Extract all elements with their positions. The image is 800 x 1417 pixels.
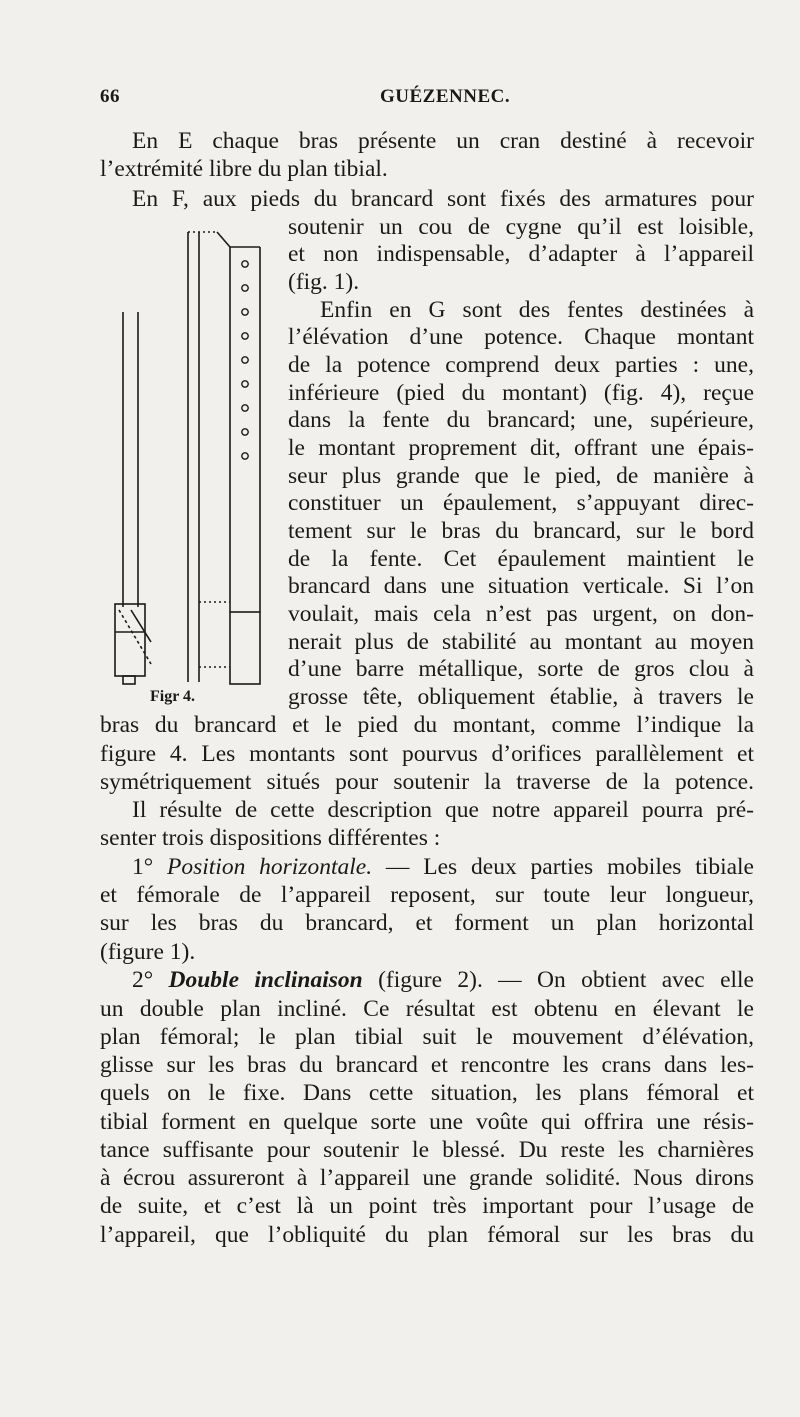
text-line: symétriquement situés pour soutenir la traverse de la potence. <box>100 769 754 795</box>
text-line: plan fémoral; le plan tibial suit le mouvement d’élévation, <box>100 1024 754 1050</box>
orifice <box>242 285 248 291</box>
text-line: sur les bras du brancard, et forment un plan horizontal <box>100 910 754 936</box>
orifice <box>242 453 248 459</box>
text-line: et non indispensable, d’adapter à l’appareil <box>288 241 754 267</box>
orifice <box>242 357 248 363</box>
text-line: un double plan incliné. Ce résultat est obtenu en élevant le <box>100 996 754 1022</box>
text-line: Il résulte de cette description que notre appareil pourra pré- <box>132 797 754 823</box>
section-heading: Position horizontale. <box>166 854 373 880</box>
text-line: seur plus grande que le pied, de manière à <box>288 463 754 489</box>
text-line: Enfin en G sont des fentes destinées à <box>320 297 754 323</box>
text-line: nerait plus de stabilité au montant au moyen <box>288 629 754 655</box>
orifice <box>242 405 248 411</box>
text-line: tement sur le bras du brancard, sur le bord <box>288 518 754 544</box>
text-line: En F, aux pieds du brancard sont fixés des armatures pour <box>132 186 754 212</box>
page-number: 66 <box>100 86 120 107</box>
text-line: grosse tête, obliquement établie, à travers le <box>288 684 754 710</box>
text-line: l’élévation d’une potence. Chaque montant <box>288 324 754 350</box>
text-line: de la fente. Cet épaulement maintient le <box>288 546 754 572</box>
text-line: glisse sur les bras du brancard et rencontre les crans dans les- <box>100 1052 754 1078</box>
oblique-bar <box>119 610 151 664</box>
figure-4-drawing <box>105 212 280 722</box>
text-line: soutenir un cou de cygne qu’il est loisible, <box>288 214 754 240</box>
text-line: (figure 1). <box>100 939 196 965</box>
text-line: le montant proprement dit, offrant une épais- <box>288 435 754 461</box>
oblique-bar <box>131 610 151 642</box>
text-line: bras du brancard et le pied du montant, comme l’indique la <box>100 712 754 738</box>
text-run: — Les deux parties mobiles tibiale <box>372 854 754 880</box>
text-line: (fig. 1). <box>288 269 360 295</box>
list-number: 2° <box>132 967 169 993</box>
arm-foot <box>123 676 135 684</box>
text-line: à écrou assureront à l’appareil une grande solidité. Nous dirons <box>100 1165 754 1191</box>
section-heading: Double inclinaison <box>168 967 363 993</box>
running-title: GUÉZENNEC. <box>380 86 511 107</box>
text-run: (figure 2). — On obtient avec elle <box>362 967 754 993</box>
arm-block <box>115 604 145 676</box>
text-line: quels on le fixe. Dans cette situation, les plans fémoral et <box>100 1080 754 1106</box>
text-line: voulait, mais cela n’est pas urgent, on don- <box>288 601 754 627</box>
text-line: En E chaque bras présente un cran destiné à recevoir <box>132 128 754 154</box>
text-line: tance suffisante pour soutenir le blessé. Du reste les charnières <box>100 1137 754 1163</box>
text-line: tibial forment en quelque sorte une voûte qui offrira une résis- <box>100 1109 754 1135</box>
orifice <box>242 261 248 267</box>
text-line <box>100 967 754 994</box>
text-line: l’appareil, que l’obliquité du plan fémoral sur les bras du <box>100 1222 754 1248</box>
text-line: inférieure (pied du montant) (fig. 4), reçue <box>288 380 754 406</box>
text-line: constituer un épaulement, s’appuyant direc- <box>288 490 754 516</box>
orifice <box>242 429 248 435</box>
orifice <box>242 333 248 339</box>
text-line: d’une barre métallique, sorte de gros clou à <box>288 656 754 682</box>
text-line: figure 4. Les montants sont pourvus d’orifices parallèlement et <box>100 741 754 767</box>
text-line: dans la fente du brancard; une, supérieure, <box>288 407 754 433</box>
figure-caption: Figr 4. <box>150 688 196 705</box>
text-line: de la potence comprend deux parties : une, <box>288 352 754 378</box>
text-line <box>100 854 754 881</box>
text-line: brancard dans une situation verticale. Si l’on <box>288 573 754 599</box>
orifice <box>242 381 248 387</box>
text-line: de suite, et c’est là un point très important pour l’usage de <box>100 1193 754 1219</box>
upright-top <box>217 232 230 247</box>
text-line: l’extrémité libre du plan tibial. <box>100 156 388 182</box>
list-number: 1° <box>132 854 167 880</box>
upright-foot <box>230 612 260 684</box>
orifice <box>242 309 248 315</box>
text-line: senter trois dispositions différentes : <box>100 825 441 851</box>
text-line: et fémorale de l’appareil reposent, sur toute leur longueur, <box>100 882 754 908</box>
